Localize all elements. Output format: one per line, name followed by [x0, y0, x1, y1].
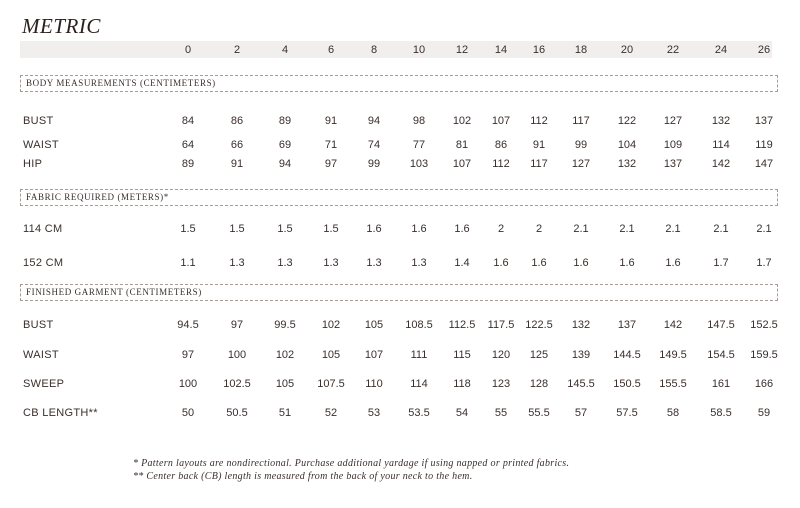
table-cell: 102 [321, 319, 341, 331]
table-cell: 53 [367, 407, 381, 419]
table-cell: 54 [455, 407, 469, 419]
table-cell: 128 [529, 378, 549, 390]
table-cell: 112 [492, 158, 510, 170]
table-cell: 1.6 [366, 223, 382, 235]
table-cell: 117 [572, 115, 590, 127]
table-cell: 55.5 [528, 407, 550, 419]
table-cell: 110 [365, 378, 383, 390]
table-cell: 1.5 [229, 223, 245, 235]
table-cell: 115 [453, 349, 471, 361]
section-label: FINISHED GARMENT (CENTIMETERS) [26, 287, 202, 297]
table-cell: 112 [530, 115, 548, 127]
size-header-cell: 4 [281, 44, 289, 56]
table-cell: 125 [529, 349, 549, 361]
table-cell: 50 [181, 407, 195, 419]
footnote-cb-length: ** Center back (CB) length is measured from the back of your neck to the hem. [133, 471, 473, 482]
table-row [0, 157, 800, 171]
row-label: 114 CM [23, 223, 63, 235]
table-cell: 89 [181, 158, 195, 170]
size-header-cell: 14 [494, 44, 508, 56]
row-label: WAIST [23, 139, 59, 151]
table-cell: 114 [410, 378, 428, 390]
table-row [0, 348, 800, 362]
table-cell: 89 [278, 115, 292, 127]
size-header-band [20, 41, 772, 58]
table-cell: 64 [181, 139, 195, 151]
table-cell: 1.3 [229, 257, 245, 269]
table-cell: 100 [178, 378, 198, 390]
table-cell: 53.5 [408, 407, 430, 419]
table-cell: 1.7 [713, 257, 729, 269]
table-cell: 1.1 [180, 257, 196, 269]
table-cell: 99 [574, 139, 588, 151]
table-cell: 159.5 [750, 349, 778, 361]
table-cell: 108.5 [405, 319, 433, 331]
table-cell: 100 [227, 349, 247, 361]
table-cell: 2.1 [665, 223, 681, 235]
table-cell: 109 [663, 139, 683, 151]
table-cell: 166 [754, 378, 774, 390]
table-cell: 86 [494, 139, 508, 151]
footnote-fabric: * Pattern layouts are nondirectional. Purchase additional yardage if using napped or printed fabrics. [133, 458, 570, 469]
table-cell: 69 [278, 139, 292, 151]
table-cell: 147 [754, 158, 774, 170]
section-header-fabric-required [20, 189, 778, 206]
table-cell: 154.5 [707, 349, 735, 361]
table-cell: 139 [571, 349, 591, 361]
table-cell: 102 [275, 349, 295, 361]
table-cell: 2.1 [573, 223, 589, 235]
table-cell: 2 [535, 223, 543, 235]
section-header-finished-garment [20, 284, 778, 301]
table-cell: 102.5 [223, 378, 251, 390]
table-cell: 152.5 [750, 319, 778, 331]
table-cell: 94.5 [177, 319, 199, 331]
size-header-cell: 10 [412, 44, 426, 56]
table-cell: 117 [530, 158, 548, 170]
row-label: BUST [23, 319, 54, 331]
row-label: BUST [23, 115, 54, 127]
table-cell: 142 [663, 319, 683, 331]
table-cell: 1.6 [454, 223, 470, 235]
table-cell: 91 [532, 139, 546, 151]
table-cell: 149.5 [659, 349, 687, 361]
table-row [0, 222, 800, 236]
table-cell: 147.5 [707, 319, 735, 331]
table-cell: 107 [452, 158, 472, 170]
table-cell: 107 [364, 349, 384, 361]
size-header-cell: 6 [327, 44, 335, 56]
table-cell: 1.5 [180, 223, 196, 235]
table-row [0, 114, 800, 128]
table-cell: 117.5 [487, 319, 515, 331]
table-cell: 2.1 [713, 223, 729, 235]
table-cell: 137 [754, 115, 774, 127]
table-cell: 1.6 [573, 257, 589, 269]
section-label: BODY MEASUREMENTS (CENTIMETERS) [26, 78, 216, 88]
table-cell: 2 [497, 223, 505, 235]
table-cell: 2.1 [619, 223, 635, 235]
table-cell: 132 [617, 158, 637, 170]
table-row [0, 406, 800, 420]
size-header-cell: 20 [620, 44, 634, 56]
row-label: 152 CM [23, 257, 64, 269]
table-cell: 99.5 [274, 319, 296, 331]
table-cell: 104 [617, 139, 637, 151]
table-cell: 114 [712, 139, 730, 151]
table-cell: 86 [230, 115, 244, 127]
table-cell: 50.5 [226, 407, 248, 419]
table-cell: 105 [275, 378, 295, 390]
table-cell: 1.6 [531, 257, 547, 269]
table-cell: 84 [181, 115, 195, 127]
table-cell: 112.5 [448, 319, 476, 331]
size-header-cell: 8 [370, 44, 378, 56]
table-cell: 120 [491, 349, 511, 361]
table-row [0, 377, 800, 391]
page-title: METRIC [22, 14, 101, 38]
table-cell: 97 [181, 349, 195, 361]
table-cell: 1.6 [665, 257, 681, 269]
table-cell: 74 [367, 139, 381, 151]
table-cell: 66 [230, 139, 244, 151]
table-row [0, 138, 800, 152]
size-header-cell: 18 [574, 44, 588, 56]
table-cell: 57 [574, 407, 588, 419]
table-cell: 122.5 [525, 319, 553, 331]
table-cell: 155.5 [659, 378, 687, 390]
table-cell: 161 [711, 378, 731, 390]
table-cell: 1.3 [411, 257, 427, 269]
table-row [0, 256, 800, 270]
table-cell: 142 [711, 158, 731, 170]
table-cell: 105 [321, 349, 341, 361]
table-cell: 91 [230, 158, 244, 170]
table-cell: 77 [412, 139, 426, 151]
table-cell: 107 [491, 115, 511, 127]
row-label: SWEEP [23, 378, 65, 390]
table-cell: 58 [666, 407, 680, 419]
size-header-cell: 22 [666, 44, 680, 56]
table-cell: 137 [617, 319, 637, 331]
table-cell: 91 [324, 115, 338, 127]
table-cell: 55 [494, 407, 508, 419]
table-cell: 144.5 [613, 349, 641, 361]
section-header-body-measurements [20, 75, 778, 92]
table-cell: 81 [455, 139, 469, 151]
row-label: HIP [23, 158, 43, 170]
table-cell: 103 [409, 158, 429, 170]
table-cell: 2.1 [756, 223, 772, 235]
table-cell: 132 [711, 115, 731, 127]
table-cell: 107.5 [317, 378, 345, 390]
row-label: WAIST [23, 349, 59, 361]
table-cell: 1.7 [756, 257, 772, 269]
table-cell: 1.6 [493, 257, 509, 269]
table-cell: 102 [452, 115, 472, 127]
size-header-cell: 26 [757, 44, 771, 56]
table-cell: 1.3 [323, 257, 339, 269]
size-header-cell: 0 [184, 44, 192, 56]
table-cell: 1.6 [619, 257, 635, 269]
table-cell: 118 [453, 378, 471, 390]
table-cell: 99 [367, 158, 381, 170]
table-cell: 123 [491, 378, 511, 390]
table-cell: 1.6 [411, 223, 427, 235]
table-cell: 119 [755, 139, 773, 151]
table-cell: 105 [364, 319, 384, 331]
table-cell: 1.3 [277, 257, 293, 269]
table-cell: 122 [617, 115, 637, 127]
size-header-cell: 16 [532, 44, 546, 56]
size-header-cell: 2 [233, 44, 241, 56]
table-cell: 145.5 [567, 378, 595, 390]
table-cell: 1.5 [277, 223, 293, 235]
table-cell: 97 [324, 158, 338, 170]
table-cell: 51 [278, 407, 292, 419]
table-cell: 1.4 [454, 257, 470, 269]
table-cell: 150.5 [613, 378, 641, 390]
table-row [0, 318, 800, 332]
table-cell: 98 [412, 115, 426, 127]
size-header-cell: 12 [455, 44, 469, 56]
table-cell: 1.3 [366, 257, 382, 269]
table-cell: 127 [571, 158, 591, 170]
table-cell: 71 [324, 139, 338, 151]
row-label: CB LENGTH** [23, 407, 98, 419]
table-cell: 132 [571, 319, 591, 331]
table-cell: 94 [278, 158, 292, 170]
table-cell: 52 [324, 407, 338, 419]
table-cell: 94 [367, 115, 381, 127]
table-cell: 111 [410, 349, 428, 361]
size-header-cell: 24 [714, 44, 728, 56]
section-label: FABRIC REQUIRED (METERS)* [26, 192, 169, 202]
table-cell: 58.5 [710, 407, 732, 419]
table-cell: 137 [663, 158, 683, 170]
table-cell: 127 [663, 115, 683, 127]
table-cell: 1.5 [323, 223, 339, 235]
table-cell: 57.5 [616, 407, 638, 419]
table-cell: 97 [230, 319, 244, 331]
table-cell: 59 [757, 407, 771, 419]
